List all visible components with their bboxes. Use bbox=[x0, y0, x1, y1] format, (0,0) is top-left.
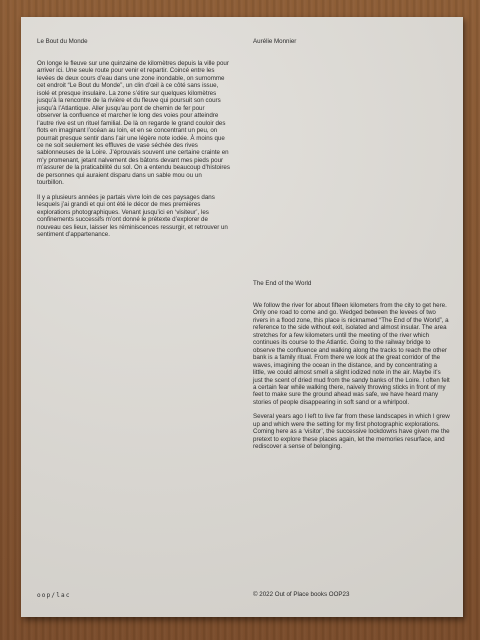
copyright-notice: © 2022 Out of Place books OOP23 bbox=[253, 591, 350, 598]
english-title: The End of the World bbox=[253, 280, 312, 287]
french-paragraph-2: Il y a plusieurs années je partais vivre loin de ces paysages dans lesquels j’ai grandi et qui ont été le décor de mes premières explorations photographiques. Venant jusqu’ici en ‘visiteur’, les confinements successifs m’ont donné le prétexte d’explorer de nouveau ces lieux, laisser les réminiscences ressurgir, et retrouver un sentiment d’appartenance. bbox=[37, 193, 228, 238]
printed-sheet bbox=[21, 17, 463, 617]
english-paragraph-1: We follow the river for about fifteen kilometers from the city to get here. Only one road to come and go. Wedged between the levees of two rivers in a flood zone, this place is nicknamed “The End of the World”, a reference to the side without exit, isolated and almost insular. The area stretches for a few kilometers until the meeting of the river which continues its course to the Atlantic. Going to the railway bridge to observe the confluence and walking along the tracks to reach the other bank is a family ritual. From there we look at the great corridor of the waves, imagining the ocean in the distance, and by concentrating a little, we could almost smell a slight iodized note in the air. Maybe it’s just the scent of dried mud from the sandy banks of the Loire. I often felt a certain fear while walking there, naively throwing sticks in front of my feet to make sure the ground ahead was safe, we have heard many stories of people disappearing in soft sand or a whirlpool. bbox=[253, 302, 450, 406]
french-title: Le Bout du Monde bbox=[37, 38, 88, 45]
english-text-column bbox=[253, 302, 451, 458]
author-name: Aurélie Monnier bbox=[253, 38, 297, 45]
english-paragraph-2: Several years ago I left to live far from these landscapes in which I grew up and which were the setting for my first photographic explorations. Coming here as a ‘visitor’, the successive lockdowns have given me the pretext to explore these places again, let the memories resurface, and rediscover a sense of belonging. bbox=[253, 413, 450, 451]
french-paragraph-1: On longe le fleuve sur une quinzaine de kilomètres depuis la ville pour arriver ici. Une seule route pour venir et repartir. Coincé entre les levées de deux cours d’eau dans une zone inondable, on surnomme cet endroit “Le Bout du Monde”, un clin d’œil à ce côté sans issue, isolé et presque insulaire. La zone s’étire sur quelques kilomètres jusqu’à la rencontre de la rivière et du fleuve qui poursuit son cours jusqu’à l’Atlantique. Aller jusqu’au pont de chemin de fer pour observer la confluence et marcher le long des voies pour atteindre l’autre rive est un rituel familial. De là on regarde le grand couloir des flots en imaginant l’océan au loin, et en se concentrant un peu, on pourrait presque sentir dans l’air une légère note iodée. À moins que ce ne soit seulement les effluves de vase séchée des rives sablonneuses de la Loire. J’éprouvais souvent une certaine crainte en m’y promenant, jetant nalvement des bâtons devant mes pieds pour m’assurer de la praticabilité du sol. On a entendu beaucoup d’histoires de personnes qui auraient disparu dans un sable mou ou un tourbillon. bbox=[37, 60, 230, 187]
publisher-logo: oop/lac bbox=[37, 592, 71, 599]
french-text-column bbox=[37, 60, 230, 245]
